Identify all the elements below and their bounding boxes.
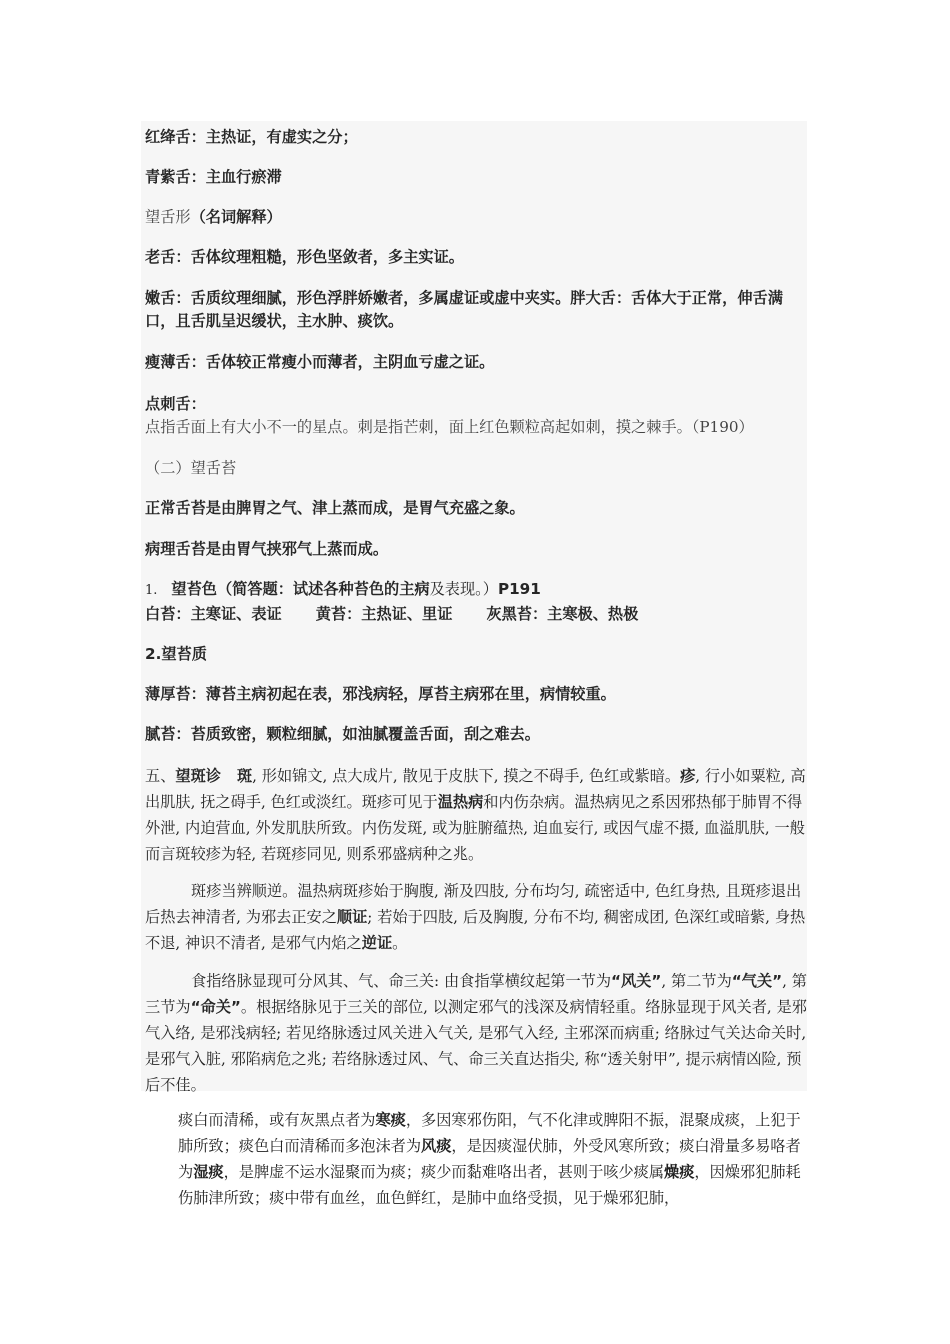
list-number: 1. <box>145 583 158 598</box>
phlegm-text-4: ，是脾虚不运水湿聚而为痰；痰少而黏难咯出者，甚则于咳少痰属 <box>223 1163 664 1181</box>
text-line-spiny-tongue <box>145 393 807 439</box>
spot-term: 斑 <box>236 767 253 785</box>
unfavorable-term: 逆证 <box>361 934 393 952</box>
spiny-tongue-term: 点刺舌： <box>145 395 206 413</box>
paragraph-finger-vein <box>145 968 807 1098</box>
febrile-disease-term: 温热病 <box>437 793 484 811</box>
paragraph-phlegm <box>178 1107 808 1211</box>
text-line-red-tongue: 红绛舌：主热证，有虚实之分； <box>145 128 358 146</box>
white-coating: 白苔：主寒证、表证 <box>145 605 282 623</box>
finger-text-3: , 第三节为 <box>145 972 807 1016</box>
order-text-1: 斑疹当辨顺逆。温热病斑疹始于胸腹, 渐及四肢, 分布均匀, 疏密适中, 色红身热, 且斑疹退出后热去神清者, 为邪去正安之 <box>145 882 802 926</box>
gray-black-coating: 灰黑苔：主寒极、热极 <box>486 605 639 623</box>
page-ref: P191 <box>497 580 541 598</box>
coating-color-title: 望苔色（简答题：试述各种苔色的主病 <box>171 580 430 598</box>
qi-gate-term: “气关” <box>731 972 783 990</box>
text-line-pathological-coating: 病理舌苔是由胃气挟邪气上蒸而成。 <box>145 540 388 558</box>
spot-text-1: , 形如锦文, 点大成片, 散见于皮肤下, 摸之不碍手, 色红或紫暗。 <box>252 767 681 785</box>
tongue-shape-note: （名词解释） <box>190 208 282 226</box>
phlegm-text-1: 痰白而清稀，或有灰黑点者为 <box>178 1111 376 1129</box>
order-text-2: ; 若始于四肢, 后及胸腹, 分布不均, 稠密成团, 色深红或暗紫, 身热不退, 神识不清者, 是邪气内焰之 <box>145 908 806 952</box>
spot-text-2: , 行小如粟粒, 高出肌肤, 抚之碍手, 色红或淡红。斑疹可见于 <box>145 767 806 811</box>
favorable-term: 顺证 <box>336 908 368 926</box>
text-line-greasy-coating: 腻苔：苔质致密，颗粒细腻，如油腻覆盖舌面，刮之难去。 <box>145 725 540 743</box>
text-line-coating-quality: 2.望苔质 <box>145 645 207 663</box>
cold-phlegm-term: 寒痰 <box>375 1111 406 1129</box>
text-line-normal-coating: 正常舌苔是由脾胃之气、津上蒸而成，是胃气充盛之象。 <box>145 499 525 517</box>
damp-phlegm-term: 湿痰 <box>193 1163 224 1181</box>
wind-gate-term: “风关” <box>611 972 662 990</box>
spiny-tongue-desc: 点指舌面上有大小不一的星点。刺是指芒刺，面上红色颗粒高起如刺，摸之棘手。（P190） <box>145 418 754 436</box>
tongue-shape-title: 望舌形 <box>145 208 191 226</box>
dry-phlegm-term: 燥痰 <box>664 1163 695 1181</box>
finger-text-1: 食指络脉显现可分风其、气、命三关: 由食指掌横纹起第一节为 <box>191 972 612 990</box>
yellow-coating: 黄苔：主热证、里证 <box>315 605 453 623</box>
finger-text-2: , 第二节为 <box>661 972 732 990</box>
paragraph-spot-prognosis <box>145 878 807 956</box>
text-line-thin-tongue: 瘦薄舌：舌体较正常瘦小而薄者，主阴血亏虚之证。 <box>145 353 495 371</box>
spot-text-3: 和内伤杂病。温热病见之系因邪热郁于肺胃不得外泄, 内迫营血, 外发肌肤所致。内伤发斑, 或为脏腑蕴热, 迫血妄行, 或因气虚不摄, 血溢肌肤, 一般而言斑较疹为轻, 若斑疹同见, 则系邪盛病种之兆。 <box>145 793 805 863</box>
text-line-coating-color <box>145 578 807 602</box>
wind-phlegm-term: 风痰 <box>421 1137 452 1155</box>
text-line-purple-tongue: 青紫舌：主血行瘀滞 <box>145 168 282 186</box>
paragraph-spot-diagnosis <box>145 763 807 867</box>
text-line-old-tongue: 老舌：舌体纹理粗糙，形色坚敛者，多主实证。 <box>145 248 464 266</box>
rash-term: 疹 <box>680 767 696 785</box>
finger-text-4: 。根据络脉见于三关的部位, 以测定邪气的浅深及病情轻重。络脉显现于风关者, 是邪气入络, 是邪浅病轻; 若见络脉透过风关进入气关, 是邪气入经, 主邪深而病重; 络脉过气关达命关时, 是邪气入脏, 邪陷病危之兆; 若络脉透过风、气、命三关直达指尖, 称“透关射甲”, 提示病情凶险, 预后不佳。 <box>145 998 807 1094</box>
phlegm-text-5: ，因燥邪犯肺耗伤肺津所致；痰中带有血丝，血色鲜红，是肺中血络受损，见于燥邪犯肺， <box>178 1163 801 1207</box>
text-line-tender-tongue: 嫩舌：舌质纹理细腻，形色浮胖娇嫩者，多属虚证或虚中夹实。胖大舌：舌体大于正常，伸舌满口，且舌肌呈迟缓状，主水肿、痰饮。 <box>145 289 783 330</box>
spot-heading: 望斑诊 <box>175 767 221 785</box>
coating-color-title-normal: 及表现。） <box>429 580 498 598</box>
text-line-tongue-shape <box>145 206 807 229</box>
text-line-thin-thick-coating: 薄厚苔：薄苔主病初起在表，邪浅病轻，厚苔主病邪在里，病情较重。 <box>145 685 616 703</box>
spot-prefix: 五、 <box>145 767 176 785</box>
section-heading-tongue-coating: （二）望舌苔 <box>145 459 237 477</box>
phlegm-text-2: ，多因寒邪伤阳，气不化津或脾阳不振，混聚成痰，上犯于肺所致；痰色白而清稀而多泡沫者为 <box>178 1111 801 1155</box>
phlegm-text-3: ，是因痰湿伏肺，外受风寒所致；痰白滑量多易咯者为 <box>178 1137 801 1181</box>
life-gate-term: “命关” <box>190 998 241 1016</box>
order-text-3: 。 <box>392 934 408 952</box>
text-line-coating-types <box>145 603 807 626</box>
